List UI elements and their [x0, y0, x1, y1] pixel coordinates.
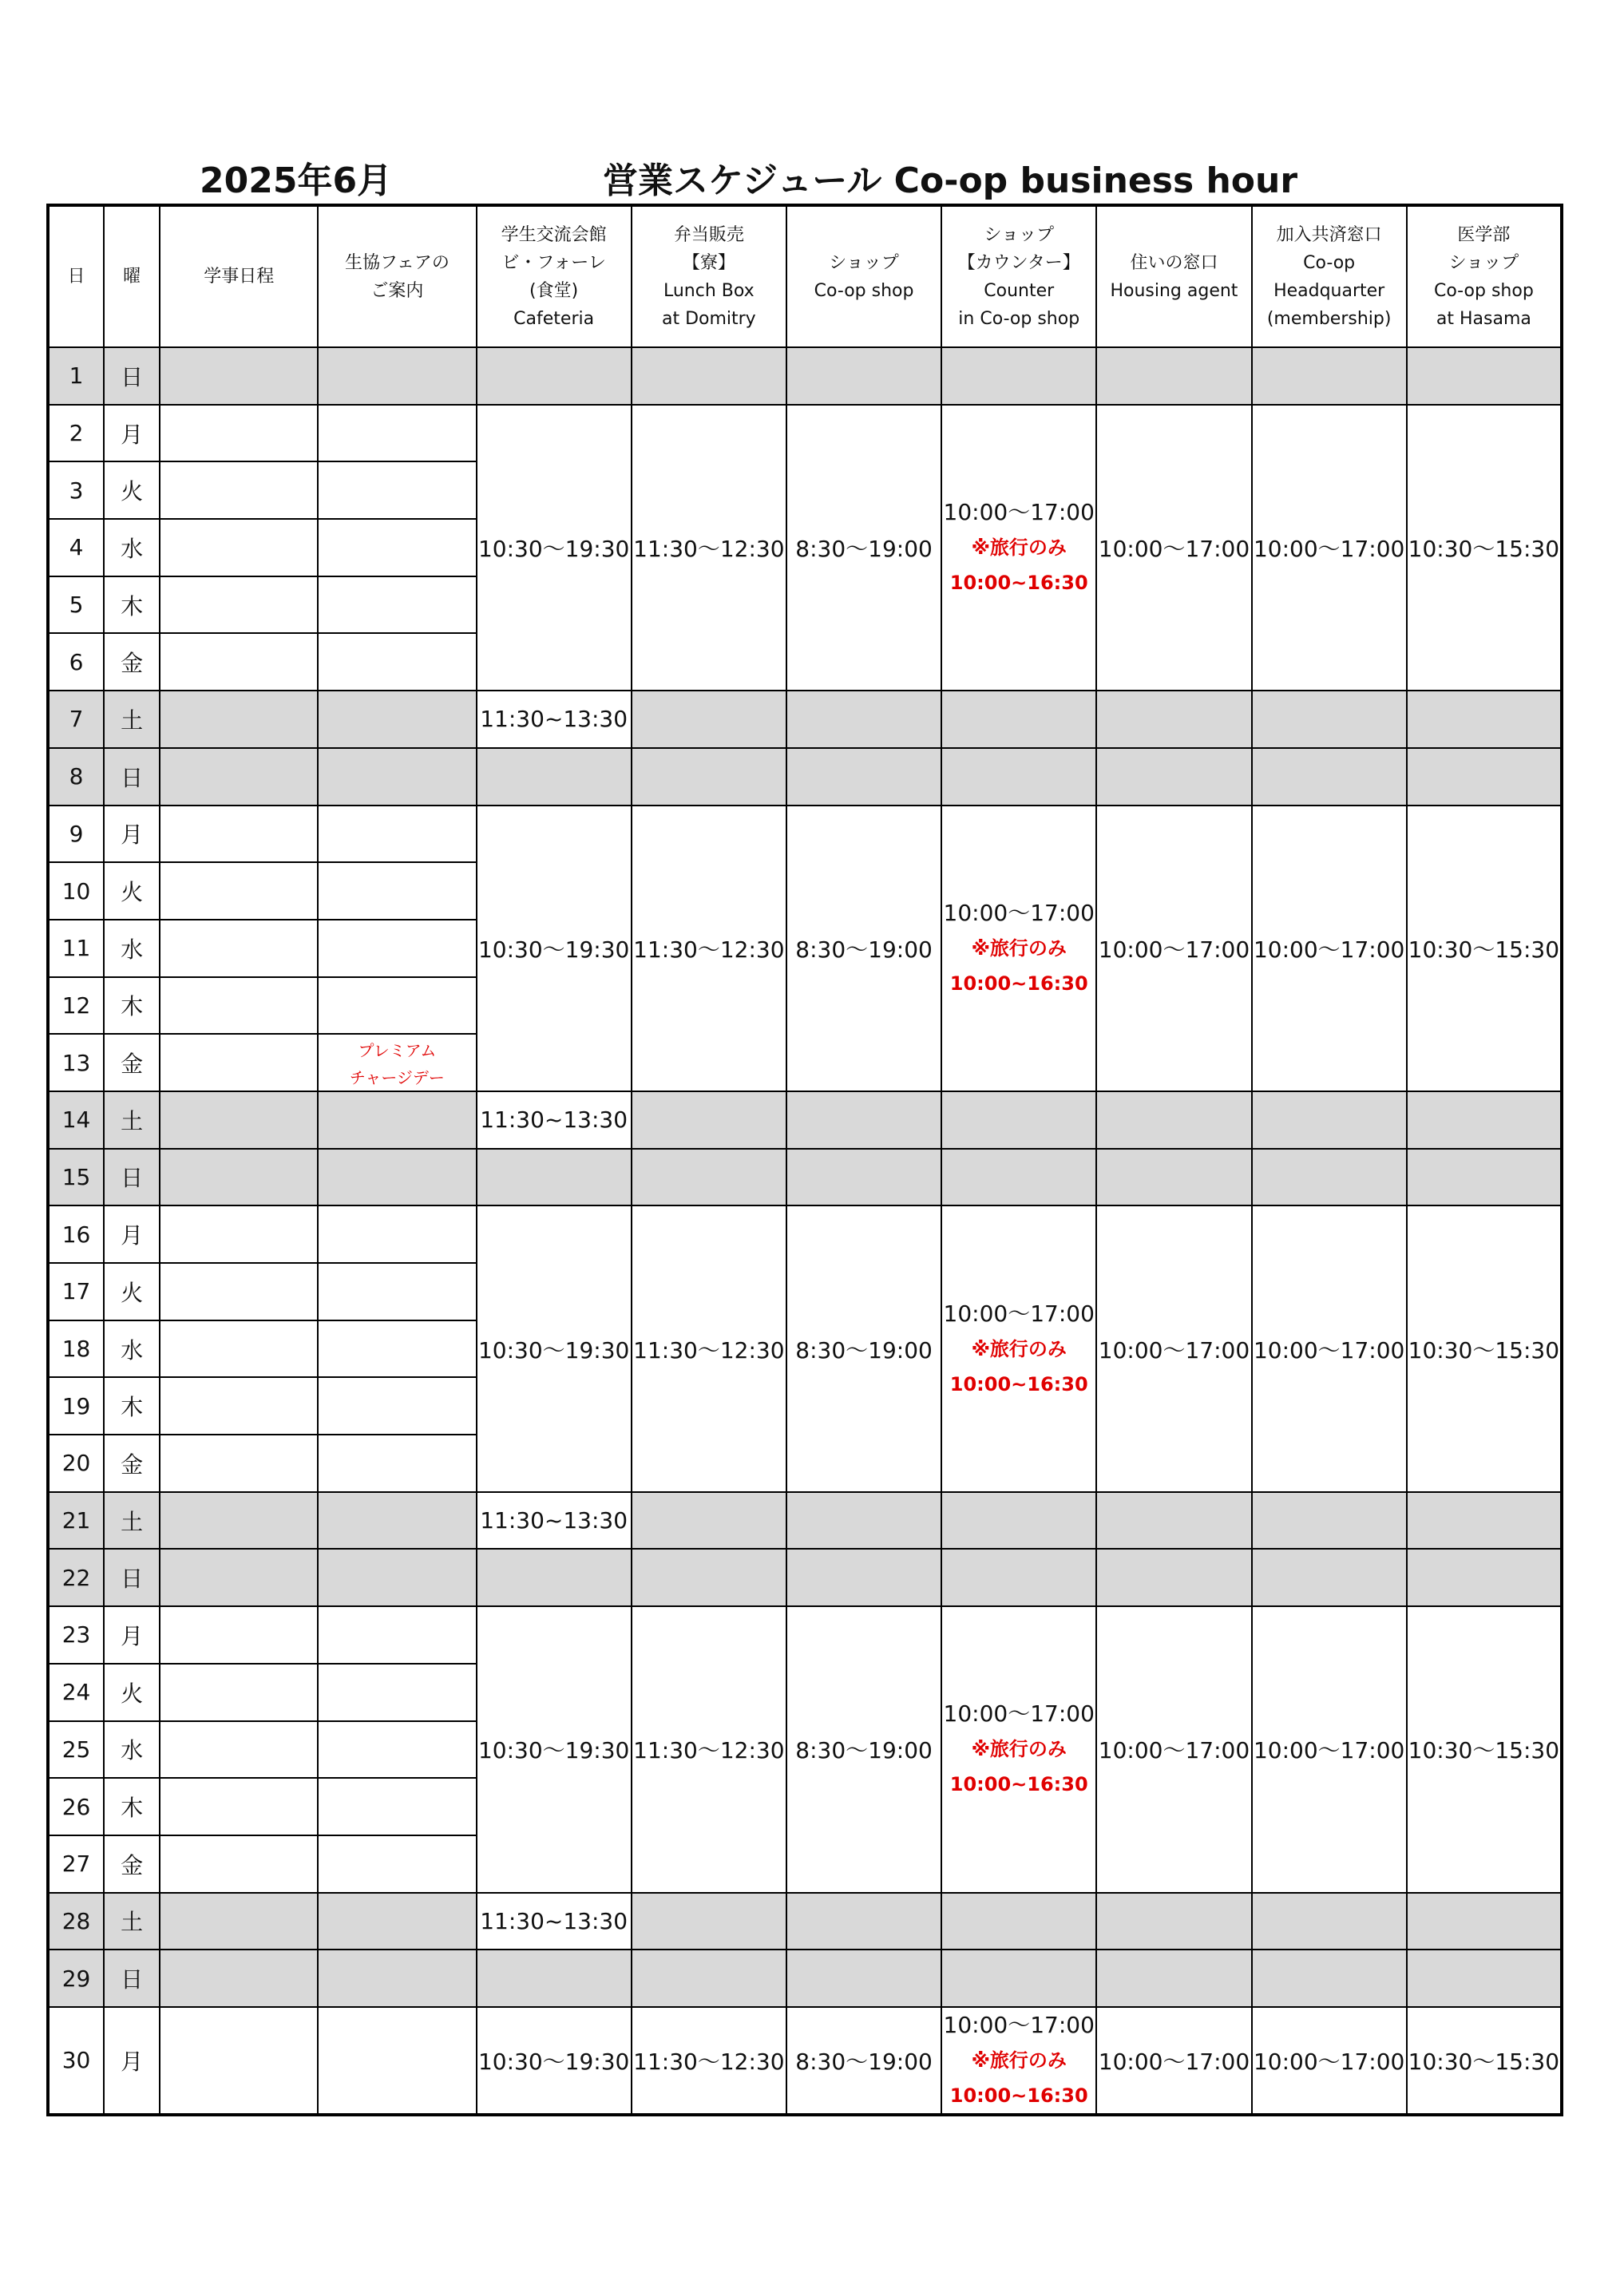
shop-hours: 8:30～19:00 [786, 1606, 941, 1892]
fair-event-label: プレミアム [358, 1041, 437, 1061]
day-number: 4 [48, 519, 104, 576]
day-number: 23 [48, 1606, 104, 1664]
closed-cell [1407, 691, 1562, 748]
academic-cell [160, 862, 318, 920]
day-number: 30 [48, 2007, 104, 2115]
table-row [48, 2007, 1562, 2115]
closed-cell [1407, 1492, 1562, 1550]
fair-cell [318, 1893, 476, 1950]
academic-cell [160, 576, 318, 634]
day-number: 28 [48, 1893, 104, 1950]
counter-travel-hours: 10:00~16:30 [949, 571, 1088, 594]
fair-cell [318, 1377, 476, 1435]
weekday: 月 [104, 2007, 160, 2115]
header-lunch [632, 205, 786, 347]
header-medical-line: at Hasama [1436, 308, 1531, 329]
weekday: 水 [104, 920, 160, 977]
header-hq-line: Co-op [1303, 252, 1356, 273]
medical-hours: 10:30～15:30 [1407, 1606, 1562, 1892]
day-number: 17 [48, 1263, 104, 1320]
weekday: 火 [104, 1263, 160, 1320]
fair-cell [318, 1034, 476, 1091]
fair-cell [318, 1950, 476, 2007]
fair-cell [318, 806, 476, 863]
cafeteria-cell [477, 748, 632, 806]
day-number: 6 [48, 633, 104, 691]
closed-cell [632, 1492, 786, 1550]
header-lunch-line: Lunch Box [663, 280, 755, 301]
header-counter-line: in Co-op shop [958, 308, 1080, 329]
lunch-hours: 11:30～12:30 [632, 405, 786, 691]
weekday: 月 [104, 1205, 160, 1263]
cafeteria-cell: 11:30~13:30 [477, 1893, 632, 1950]
day-number: 19 [48, 1377, 104, 1435]
weekday: 火 [104, 461, 160, 519]
cafeteria-cell [477, 1950, 632, 2007]
header-shop [786, 205, 941, 347]
fair-cell [318, 862, 476, 920]
academic-cell [160, 977, 318, 1035]
day-number: 8 [48, 748, 104, 806]
weekday: 水 [104, 519, 160, 576]
closed-cell [1252, 1492, 1407, 1550]
closed-cell [1096, 1492, 1251, 1550]
counter-travel-note: ※旅行のみ [971, 536, 1067, 559]
weekday: 金 [104, 633, 160, 691]
closed-cell [1407, 748, 1562, 806]
academic-cell [160, 691, 318, 748]
weekday: 日 [104, 1549, 160, 1606]
header-cafeteria-line: ビ・フォーレ [501, 252, 606, 273]
lunch-hours: 11:30～12:30 [632, 1606, 786, 1892]
fair-cell [318, 1664, 476, 1721]
header-shop-line: ショップ [829, 252, 899, 273]
weekday: 金 [104, 1835, 160, 1893]
fair-cell [318, 1549, 476, 1606]
header-counter [941, 205, 1096, 347]
closed-cell [1407, 1893, 1562, 1950]
closed-cell [786, 347, 941, 405]
closed-cell [632, 1549, 786, 1606]
counter-travel-hours: 10:00~16:30 [949, 1372, 1088, 1395]
header-weekday [104, 205, 160, 347]
closed-cell [1252, 1893, 1407, 1950]
lunch-hours: 11:30～12:30 [632, 2007, 786, 2115]
lunch-hours: 11:30～12:30 [632, 806, 786, 1091]
closed-cell [786, 1893, 941, 1950]
closed-cell [1096, 1091, 1251, 1149]
closed-cell [786, 1492, 941, 1550]
cafeteria-cell: 11:30~13:30 [477, 1091, 632, 1149]
closed-cell [1252, 1149, 1407, 1206]
fair-cell [318, 1205, 476, 1263]
medical-hours: 10:30～15:30 [1407, 1205, 1562, 1491]
housing-hours: 10:00～17:00 [1096, 1205, 1251, 1491]
fair-cell [318, 1835, 476, 1893]
closed-cell [941, 1950, 1096, 2007]
closed-cell [941, 1893, 1096, 1950]
closed-cell [1252, 1091, 1407, 1149]
academic-cell [160, 1205, 318, 1263]
academic-cell [160, 1778, 318, 1835]
page-title-month: 2025年6月 [200, 160, 393, 201]
closed-cell [1096, 691, 1251, 748]
closed-cell [941, 691, 1096, 748]
cafeteria-cell: 11:30~13:30 [477, 691, 632, 748]
fair-cell [318, 1149, 476, 1206]
table-row [48, 806, 1562, 863]
fair-cell [318, 1091, 476, 1149]
day-number: 20 [48, 1435, 104, 1492]
header-housing [1096, 205, 1251, 347]
counter-travel-hours: 10:00~16:30 [949, 972, 1088, 995]
weekday: 日 [104, 1950, 160, 2007]
header-hq-line: Headquarter [1273, 280, 1385, 301]
closed-cell [632, 1950, 786, 2007]
weekday: 日 [104, 748, 160, 806]
day-number: 10 [48, 862, 104, 920]
header-fair [318, 205, 476, 347]
table-row [48, 748, 1562, 806]
closed-cell [786, 1091, 941, 1149]
header-weekday-label: 曜 [123, 267, 141, 287]
counter-travel-note: ※旅行のみ [971, 2049, 1067, 2072]
medical-hours: 10:30～15:30 [1407, 806, 1562, 1091]
weekday: 木 [104, 977, 160, 1035]
closed-cell [1096, 1950, 1251, 2007]
closed-cell [632, 1149, 786, 1206]
header-cafeteria-line: Cafeteria [513, 308, 595, 329]
closed-cell [1096, 347, 1251, 405]
hq-hours: 10:00～17:00 [1252, 806, 1407, 1091]
closed-cell [786, 1950, 941, 2007]
closed-cell [1252, 691, 1407, 748]
weekday: 金 [104, 1435, 160, 1492]
closed-cell [632, 1091, 786, 1149]
weekday: 火 [104, 862, 160, 920]
day-number: 25 [48, 1721, 104, 1779]
fair-cell [318, 748, 476, 806]
hq-hours: 10:00～17:00 [1252, 2007, 1407, 2115]
weekday: 金 [104, 1034, 160, 1091]
fair-cell [318, 519, 476, 576]
table-row [48, 1893, 1562, 1950]
weekday: 水 [104, 1320, 160, 1378]
counter-travel-hours: 10:00~16:30 [949, 2084, 1088, 2107]
cafeteria-cell: 11:30~13:30 [477, 1492, 632, 1550]
header-lunch-line: 【寮】 [682, 252, 735, 273]
academic-cell [160, 748, 318, 806]
lunch-hours: 11:30～12:30 [632, 1205, 786, 1491]
cafeteria-hours: 10:30～19:30 [477, 1606, 632, 1892]
counter-travel-note: ※旅行のみ [971, 936, 1067, 960]
table-row [48, 347, 1562, 405]
closed-cell [786, 748, 941, 806]
academic-cell [160, 633, 318, 691]
weekday: 木 [104, 1778, 160, 1835]
cafeteria-hours: 10:30～19:30 [477, 1205, 632, 1491]
housing-hours: 10:00～17:00 [1096, 2007, 1251, 2115]
counter-hours: 10:00～17:00 [943, 899, 1095, 926]
weekday: 土 [104, 691, 160, 748]
table-row [48, 1606, 1562, 1664]
closed-cell [1096, 1893, 1251, 1950]
counter-hours-cell [941, 1205, 1096, 1491]
fair-cell [318, 1778, 476, 1835]
counter-hours: 10:00～17:00 [943, 1300, 1095, 1327]
header-medical-line: Co-op shop [1433, 280, 1534, 301]
table-row [48, 1149, 1562, 1206]
day-number: 2 [48, 405, 104, 462]
hq-hours: 10:00～17:00 [1252, 405, 1407, 691]
weekday: 土 [104, 1091, 160, 1149]
closed-cell [632, 691, 786, 748]
shop-hours: 8:30～19:00 [786, 405, 941, 691]
cafeteria-cell [477, 1549, 632, 1606]
academic-cell [160, 405, 318, 462]
shop-hours: 8:30～19:00 [786, 2007, 941, 2115]
day-number: 11 [48, 920, 104, 977]
header-academic-label: 学事日程 [204, 267, 275, 287]
fair-cell [318, 1320, 476, 1378]
academic-cell [160, 1664, 318, 1721]
day-number: 12 [48, 977, 104, 1035]
academic-cell [160, 1320, 318, 1378]
counter-travel-note: ※旅行のみ [971, 1337, 1067, 1360]
cafeteria-hours: 10:30～19:30 [477, 405, 632, 691]
academic-cell [160, 1835, 318, 1893]
academic-cell [160, 1377, 318, 1435]
table-row [48, 1205, 1562, 1263]
fair-cell [318, 920, 476, 977]
closed-cell [1252, 1950, 1407, 2007]
medical-hours: 10:30～15:30 [1407, 2007, 1562, 2115]
header-hq-line: (membership) [1266, 308, 1392, 329]
header-shop-line: Co-op shop [814, 280, 914, 301]
closed-cell [1096, 1549, 1251, 1606]
counter-hours-cell [941, 806, 1096, 1091]
academic-cell [160, 519, 318, 576]
shop-hours: 8:30～19:00 [786, 1205, 941, 1491]
academic-cell [160, 1606, 318, 1664]
closed-cell [632, 347, 786, 405]
day-number: 13 [48, 1034, 104, 1091]
counter-hours-cell [941, 2007, 1096, 2115]
academic-cell [160, 1721, 318, 1779]
housing-hours: 10:00～17:00 [1096, 806, 1251, 1091]
header-housing-line: 住いの窓口 [1130, 252, 1218, 273]
counter-travel-note: ※旅行のみ [971, 1738, 1067, 1761]
header-hq-line: 加入共済窓口 [1276, 224, 1382, 245]
closed-cell [1407, 1549, 1562, 1606]
fair-cell [318, 633, 476, 691]
cafeteria-cell [477, 1149, 632, 1206]
counter-travel-hours: 10:00~16:30 [949, 1773, 1088, 1796]
housing-hours: 10:00～17:00 [1096, 405, 1251, 691]
header-cafeteria-line: 学生交流会館 [501, 224, 607, 245]
header-day [48, 205, 104, 347]
closed-cell [1407, 1149, 1562, 1206]
weekday: 水 [104, 1721, 160, 1779]
day-number: 5 [48, 576, 104, 634]
fair-cell [318, 1721, 476, 1779]
weekday: 月 [104, 405, 160, 462]
weekday: 土 [104, 1492, 160, 1550]
day-number: 7 [48, 691, 104, 748]
header-counter-line: ショップ [984, 224, 1055, 245]
hq-hours: 10:00～17:00 [1252, 1606, 1407, 1892]
table-row [48, 1950, 1562, 2007]
fair-cell [318, 2007, 476, 2115]
academic-cell [160, 806, 318, 863]
schedule-body [48, 347, 1562, 2115]
fair-cell [318, 461, 476, 519]
header-medical-line: ショップ [1448, 252, 1519, 273]
academic-cell [160, 1149, 318, 1206]
academic-cell [160, 1263, 318, 1320]
day-number: 22 [48, 1549, 104, 1606]
closed-cell [1252, 347, 1407, 405]
counter-hours-cell [941, 1606, 1096, 1892]
fair-cell [318, 1606, 476, 1664]
weekday: 日 [104, 1149, 160, 1206]
counter-hours: 10:00～17:00 [943, 498, 1095, 525]
academic-cell [160, 1034, 318, 1091]
header-medical-line: 医学部 [1457, 224, 1511, 245]
academic-cell [160, 1435, 318, 1492]
hq-hours: 10:00～17:00 [1252, 1205, 1407, 1491]
weekday: 日 [104, 347, 160, 405]
academic-cell [160, 920, 318, 977]
fair-cell [318, 977, 476, 1035]
fair-cell [318, 1263, 476, 1320]
header-lunch-line: at Domitry [661, 308, 756, 329]
academic-cell [160, 1492, 318, 1550]
header-counter-line: Counter [984, 280, 1055, 301]
weekday: 土 [104, 1893, 160, 1950]
academic-cell [160, 347, 318, 405]
counter-hours-cell [941, 405, 1096, 691]
fair-cell [318, 1492, 476, 1550]
weekday: 月 [104, 806, 160, 863]
closed-cell [1252, 1549, 1407, 1606]
closed-cell [1407, 1950, 1562, 2007]
closed-cell [1096, 1149, 1251, 1206]
day-number: 26 [48, 1778, 104, 1835]
academic-cell [160, 2007, 318, 2115]
header-academic [160, 205, 318, 347]
page-title: 営業スケジュール Co-op business hour [603, 160, 1298, 201]
closed-cell [1252, 748, 1407, 806]
header-lunch-line: 弁当販売 [673, 224, 744, 245]
academic-cell [160, 1549, 318, 1606]
weekday: 月 [104, 1606, 160, 1664]
schedule-table [46, 204, 1563, 2116]
closed-cell [941, 347, 1096, 405]
day-number: 16 [48, 1205, 104, 1263]
cafeteria-cell [477, 347, 632, 405]
cafeteria-hours: 10:30～19:30 [477, 2007, 632, 2115]
header-fair-line: ご案内 [370, 280, 424, 301]
medical-hours: 10:30～15:30 [1407, 405, 1562, 691]
header-medical [1407, 205, 1562, 347]
fair-cell [318, 405, 476, 462]
academic-cell [160, 1950, 318, 2007]
header-hq [1252, 205, 1407, 347]
closed-cell [941, 1091, 1096, 1149]
day-number: 14 [48, 1091, 104, 1149]
closed-cell [632, 1893, 786, 1950]
cafeteria-hours: 10:30～19:30 [477, 806, 632, 1091]
day-number: 15 [48, 1149, 104, 1206]
table-row [48, 691, 1562, 748]
academic-cell [160, 461, 318, 519]
table-row [48, 405, 1562, 462]
closed-cell [1407, 347, 1562, 405]
counter-hours: 10:00～17:00 [943, 2011, 1095, 2038]
header-fair-line: 生協フェアの [344, 252, 450, 273]
day-number: 27 [48, 1835, 104, 1893]
day-number: 3 [48, 461, 104, 519]
closed-cell [786, 691, 941, 748]
header-counter-line: 【カウンター】 [957, 252, 1080, 273]
header-day-label: 日 [67, 267, 85, 287]
header-row [48, 205, 1562, 347]
closed-cell [941, 1492, 1096, 1550]
table-row [48, 1549, 1562, 1606]
fair-event-label: チャージデー [349, 1068, 445, 1088]
fair-cell [318, 691, 476, 748]
day-number: 29 [48, 1950, 104, 2007]
fair-cell [318, 1435, 476, 1492]
day-number: 18 [48, 1320, 104, 1378]
closed-cell [941, 1149, 1096, 1206]
housing-hours: 10:00～17:00 [1096, 1606, 1251, 1892]
day-number: 9 [48, 806, 104, 863]
weekday: 木 [104, 1377, 160, 1435]
closed-cell [786, 1549, 941, 1606]
header-housing-line: Housing agent [1110, 280, 1238, 301]
closed-cell [1096, 748, 1251, 806]
day-number: 24 [48, 1664, 104, 1721]
closed-cell [941, 748, 1096, 806]
academic-cell [160, 1091, 318, 1149]
day-number: 21 [48, 1492, 104, 1550]
fair-cell [318, 347, 476, 405]
table-row [48, 1492, 1562, 1550]
fair-cell [318, 576, 476, 634]
shop-hours: 8:30～19:00 [786, 806, 941, 1091]
closed-cell [1407, 1091, 1562, 1149]
weekday: 火 [104, 1664, 160, 1721]
counter-hours: 10:00～17:00 [943, 1700, 1095, 1728]
header-cafeteria-line: (食堂) [529, 280, 579, 301]
header-cafeteria [477, 205, 632, 347]
table-row [48, 1091, 1562, 1149]
day-number: 1 [48, 347, 104, 405]
closed-cell [941, 1549, 1096, 1606]
weekday: 木 [104, 576, 160, 634]
closed-cell [632, 748, 786, 806]
academic-cell [160, 1893, 318, 1950]
closed-cell [786, 1149, 941, 1206]
